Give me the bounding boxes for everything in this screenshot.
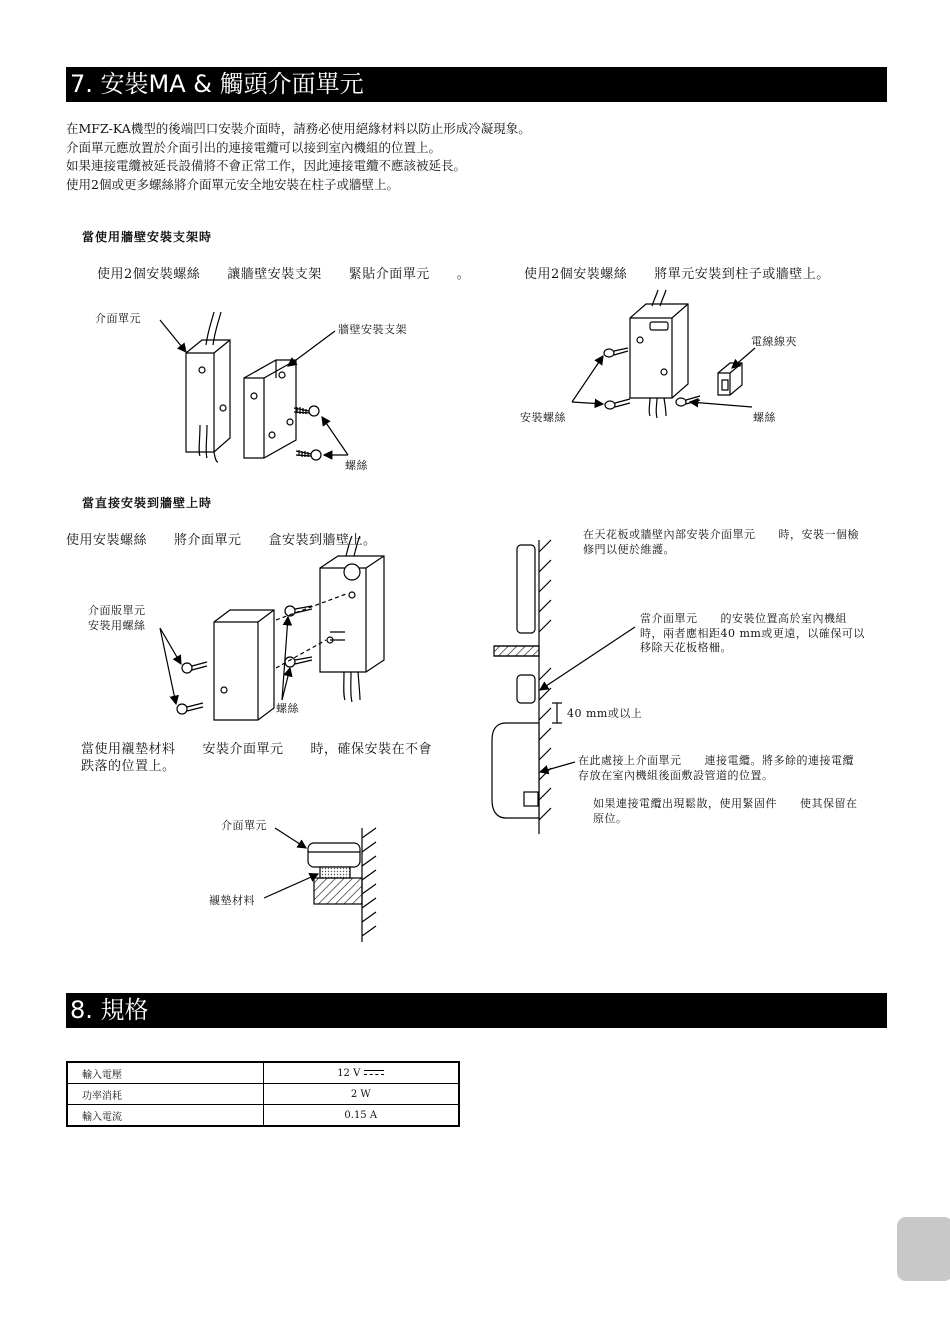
intro-line: 介面單元應放置於介面引出的連接電纜可以接到室內機組的位置上。: [66, 139, 442, 155]
bracket-instruction-left: 使用2個安裝螺絲 讓牆壁安裝支架 緊貼介面單元 。: [97, 267, 471, 282]
fig2-clamp-label: 電線線夾: [751, 335, 797, 348]
fig1-interface-unit: [186, 312, 230, 462]
fig1-screw-leader-1: [322, 417, 348, 455]
fig1-unit-leader: [160, 320, 186, 352]
distance-label: 40 mm或以上: [567, 707, 643, 720]
fig3-unit-box: [320, 536, 384, 702]
fig1-bracket-label: 牆壁安裝支架: [338, 323, 407, 336]
page-edge-tab: [897, 1217, 950, 1281]
note-line: 在天花板或牆壁內部安裝介面單元 時，安裝一個檢: [583, 528, 859, 541]
fig4-pad-label: 襯墊材料: [209, 894, 255, 907]
fig4-unit-on-pad: [308, 843, 360, 878]
fig5-distance-dimension: [552, 703, 562, 723]
fig3-screw-label: 螺絲: [276, 702, 299, 715]
intro-line: 使用2個或更多螺絲將介面單元安全地安裝在柱子或牆壁上。: [66, 176, 399, 192]
fig1-screws: [294, 406, 321, 460]
fig3-screw-leader-1: [160, 628, 181, 664]
table-row: [67, 1105, 459, 1127]
spec-value: 12 V: [337, 1067, 361, 1079]
note-line: 在此處接上介面單元 連接電纜。將多餘的連接電纜: [578, 754, 854, 767]
fig3-screw-label-1: 介面版單元: [88, 604, 146, 617]
fig2-mount-screw-label: 安裝螺絲: [520, 411, 566, 424]
table-row: [67, 1084, 459, 1105]
bracket-heading: 當使用牆壁安裝支架時: [82, 230, 213, 244]
fig1-screw-label: 螺絲: [345, 459, 368, 472]
fig4-unit-leader: [275, 828, 306, 848]
fig2-clamp-leader: [732, 348, 755, 368]
fig3-screw-label-2: 安裝用螺絲: [88, 619, 146, 632]
fig5-fastener: [524, 792, 538, 806]
dc-symbol-icon: [364, 1069, 384, 1077]
fig2-mount-screw-leader-1: [572, 356, 603, 402]
direct-heading: 當直接安裝到牆壁上時: [82, 496, 213, 510]
spec-value: 2 W: [263, 1084, 459, 1105]
section-7-title: 7. 安裝MA & 觸頭介面單元: [66, 67, 887, 102]
fig5-ceiling-unit: [517, 545, 535, 633]
spec-value: 0.15 A: [263, 1105, 459, 1127]
fig1-bracket-leader: [288, 331, 335, 366]
direct-instruction: 使用安裝螺絲 將介面單元 盒安裝到牆壁上。: [66, 533, 377, 548]
spec-value-cell: [263, 1062, 459, 1084]
fig3-guide-line-2: [276, 640, 326, 668]
fig1-unit-label: 介面單元: [95, 312, 141, 325]
spec-table: [66, 1061, 460, 1127]
note-line: 時，兩者應相距40 mm或更遠，以確保可以: [640, 626, 865, 640]
note-line: 移除天花板格柵。: [640, 641, 732, 654]
spec-label: 輸入電流: [67, 1105, 263, 1127]
fig5-wall-unit: [517, 675, 535, 703]
fig2-screw-label: 螺絲: [753, 411, 776, 424]
note-line: 如果連接電纜出現鬆散，使用緊固件 使其保留在: [593, 797, 858, 810]
fig2-mount-screw-leader-2: [572, 402, 603, 404]
spec-label: 輸入電壓: [67, 1062, 263, 1084]
fig2-cable-clamp: [718, 363, 742, 395]
fig1-wall-bracket: [244, 360, 296, 458]
section-8-title: 8. 規格: [66, 993, 887, 1028]
bracket-instruction-right: 使用2個安裝螺絲 將單元安裝到柱子或牆壁上。: [524, 267, 830, 282]
spec-label: 功率消耗: [67, 1084, 263, 1105]
intro-line: 在MFZ-KA機型的後端凹口安裝介面時，請務必使用絕緣材料以防止形成冷凝現象。: [66, 121, 531, 136]
pad-note-line-2: 跌落的位置上。: [81, 759, 176, 774]
intro-line: 如果連接電纜被延長設備將不會正常工作，因此連接電纜不應該被延長。: [66, 158, 467, 173]
note-line: 原位。: [593, 811, 628, 825]
fig4-unit-label: 介面單元: [221, 819, 267, 832]
note-line: 存放在室內機組後面敷設管道的位置。: [578, 768, 774, 782]
note-line: 修門以便於維護。: [583, 542, 675, 556]
pad-note-line-1: 當使用襯墊材料 安裝介面單元 時，確保安裝在不會: [81, 742, 433, 757]
fig4-pad-leader: [264, 874, 318, 898]
note-line: 當介面單元 的安裝位置高於室內機組: [640, 612, 847, 625]
fig3-screw-leader-2: [160, 628, 176, 704]
fig5-connect-leader: [540, 762, 575, 772]
fig5-height-leader: [540, 627, 635, 690]
fig2-screw-leader: [690, 402, 752, 407]
fig3-front-cover: [214, 610, 274, 720]
table-row: [67, 1062, 459, 1084]
